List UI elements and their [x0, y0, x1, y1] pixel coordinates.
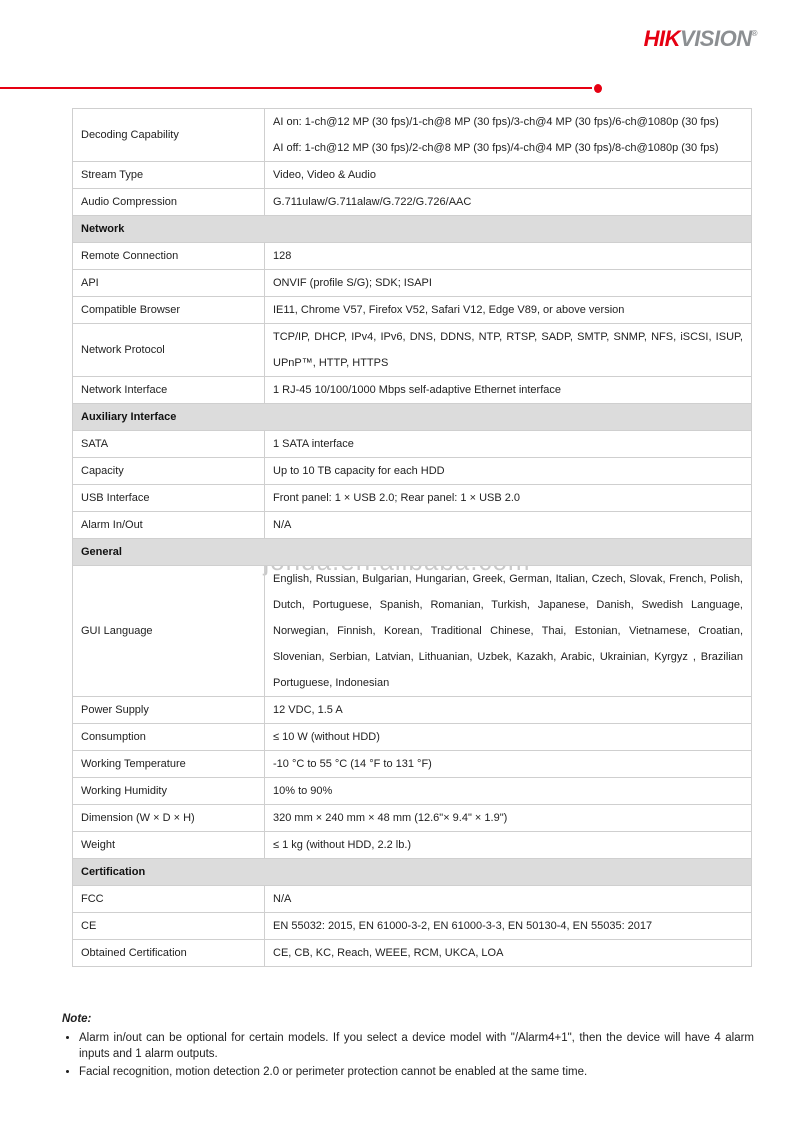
- spec-row: [73, 485, 752, 512]
- spec-value-text: 10% to 90%: [273, 785, 333, 797]
- spec-label: Stream Type: [73, 162, 265, 189]
- spec-value-text: N/A: [273, 893, 292, 905]
- spec-value: [265, 512, 752, 539]
- spec-row: [73, 243, 752, 270]
- spec-value: [265, 458, 752, 485]
- hikvision-logo: [644, 26, 757, 52]
- spec-value-text: TCP/IP, DHCP, IPv4, IPv6, DNS, DDNS, NTP, RTSP, SADP, SMTP, SNMP, NFS, iSCSI, ISUP, UPnP™, HTTP, HTTPS: [273, 331, 743, 369]
- section-row: [73, 859, 752, 886]
- spec-label: Obtained Certification: [73, 940, 265, 967]
- spec-label: CE: [73, 913, 265, 940]
- logo-vision-text: VISION: [680, 26, 752, 51]
- spec-value: [265, 751, 752, 778]
- spec-row: [73, 458, 752, 485]
- spec-label: Weight: [73, 832, 265, 859]
- spec-label: USB Interface: [73, 485, 265, 512]
- spec-row: [73, 377, 752, 404]
- spec-value-text: English, Russian, Bulgarian, Hungarian, Greek, German, Italian, Czech, Slovak, French, Polish, Dutch, Portuguese, Spanish, Romanian, Turkish, Japanese, Danish, Swedish Language, Norwegian, Finnish, Korean, Traditional Chinese, Thai, Estonian, Vietnamese, Croatian, Slovenian, Serbian, Latvian, Lithuanian, Uzbek, Kazakh, Arabic, Ukrainian, Kyrgyz , Brazilian Portuguese, Indonesian: [273, 573, 743, 689]
- spec-row: [73, 805, 752, 832]
- spec-value-text: ≤ 1 kg (without HDD, 2.2 lb.): [273, 839, 412, 851]
- spec-label: Alarm In/Out: [73, 512, 265, 539]
- spec-value-text: AI on: 1-ch@12 MP (30 fps)/1-ch@8 MP (30 fps)/3-ch@4 MP (30 fps)/6-ch@1080p (30 fps): [273, 116, 719, 128]
- spec-value-text: Video, Video & Audio: [273, 169, 376, 181]
- spec-row: [73, 566, 752, 697]
- spec-value-text: ≤ 10 W (without HDD): [273, 731, 380, 743]
- spec-value-text: Up to 10 TB capacity for each HDD: [273, 465, 445, 477]
- spec-label: GUI Language: [73, 566, 265, 697]
- header-divider-dot: [594, 84, 602, 93]
- spec-value: [265, 109, 752, 162]
- spec-label: FCC: [73, 886, 265, 913]
- spec-table: [72, 108, 752, 967]
- note-title: Note:: [62, 1013, 92, 1025]
- spec-label: Power Supply: [73, 697, 265, 724]
- spec-row: [73, 324, 752, 377]
- spec-row: [73, 751, 752, 778]
- spec-value: [265, 886, 752, 913]
- spec-label: Network Interface: [73, 377, 265, 404]
- spec-row: [73, 162, 752, 189]
- spec-label: Remote Connection: [73, 243, 265, 270]
- spec-row: [73, 913, 752, 940]
- spec-value: [265, 697, 752, 724]
- spec-row: [73, 512, 752, 539]
- spec-label: Network Protocol: [73, 324, 265, 377]
- note-bullet: • Facial recognition, motion detection 2.0 or perimeter protection cannot be enabled at the same time.: [79, 1064, 754, 1080]
- spec-value-text: 128: [273, 250, 292, 262]
- note-bullet: • Alarm in/out can be optional for certain models. If you select a device model with "/Alarm4+1", then the device will have 4 alarm inputs and 1 alarm outputs.: [79, 1030, 754, 1062]
- spec-label: Working Temperature: [73, 751, 265, 778]
- logo-hik-text: HIK: [643, 26, 681, 51]
- note-section: [62, 1011, 754, 1082]
- spec-row: [73, 270, 752, 297]
- spec-value: [265, 485, 752, 512]
- spec-value: [265, 805, 752, 832]
- spec-label: SATA: [73, 431, 265, 458]
- spec-label: Dimension (W × D × H): [73, 805, 265, 832]
- section-header: Auxiliary Interface: [73, 404, 752, 431]
- spec-label: Decoding Capability: [73, 109, 265, 162]
- spec-value-text: Front panel: 1 × USB 2.0; Rear panel: 1 × USB 2.0: [273, 492, 521, 504]
- spec-label: Consumption: [73, 724, 265, 751]
- spec-value: [265, 778, 752, 805]
- section-row: [73, 404, 752, 431]
- spec-row: [73, 724, 752, 751]
- spec-label: Capacity: [73, 458, 265, 485]
- spec-value: [265, 377, 752, 404]
- spec-row: [73, 832, 752, 859]
- spec-value: [265, 189, 752, 216]
- spec-value: [265, 940, 752, 967]
- note-list: [62, 1030, 754, 1080]
- spec-value: [265, 913, 752, 940]
- spec-row: [73, 189, 752, 216]
- spec-value-text: CE, CB, KC, Reach, WEEE, RCM, UKCA, LOA: [273, 947, 504, 959]
- spec-row: [73, 778, 752, 805]
- spec-value-text: N/A: [273, 519, 292, 531]
- spec-row: [73, 940, 752, 967]
- section-header: Network: [73, 216, 752, 243]
- spec-value: [265, 270, 752, 297]
- spec-label: API: [73, 270, 265, 297]
- spec-value: [265, 832, 752, 859]
- section-row: [73, 539, 752, 566]
- spec-value: [265, 724, 752, 751]
- spec-label: Working Humidity: [73, 778, 265, 805]
- spec-value: [265, 324, 752, 377]
- spec-row: [73, 297, 752, 324]
- spec-row: [73, 886, 752, 913]
- registered-trademark-icon: ®: [751, 29, 757, 38]
- spec-value-text: 12 VDC, 1.5 A: [273, 704, 343, 716]
- spec-value: [265, 243, 752, 270]
- spec-value-text: AI off: 1-ch@12 MP (30 fps)/2-ch@8 MP (30 fps)/4-ch@4 MP (30 fps)/8-ch@1080p (30 fps): [273, 142, 719, 154]
- section-header: General: [73, 539, 752, 566]
- spec-row: [73, 109, 752, 162]
- spec-table-body: [73, 109, 752, 967]
- spec-value: [265, 431, 752, 458]
- spec-row: [73, 431, 752, 458]
- section-row: [73, 216, 752, 243]
- spec-value-text: -10 °C to 55 °C (14 °F to 131 °F): [273, 758, 432, 770]
- spec-label: Compatible Browser: [73, 297, 265, 324]
- spec-value: [265, 566, 752, 697]
- spec-row: [73, 697, 752, 724]
- spec-value-text: 320 mm × 240 mm × 48 mm (12.6"× 9.4" × 1.9"): [273, 812, 508, 824]
- spec-value-text: EN 55032: 2015, EN 61000-3-2, EN 61000-3-3, EN 50130-4, EN 55035: 2017: [273, 920, 653, 932]
- spec-value-text: 1 SATA interface: [273, 438, 354, 450]
- spec-value-text: ONVIF (profile S/G); SDK; ISAPI: [273, 277, 432, 289]
- header-divider-line: [0, 87, 592, 89]
- spec-value-text: G.711ulaw/G.711alaw/G.722/G.726/AAC: [273, 196, 472, 208]
- spec-value-text: IE11, Chrome V57, Firefox V52, Safari V12, Edge V89, or above version: [273, 304, 625, 316]
- spec-label: Audio Compression: [73, 189, 265, 216]
- spec-value: [265, 162, 752, 189]
- spec-value: [265, 297, 752, 324]
- section-header: Certification: [73, 859, 752, 886]
- spec-value-text: 1 RJ-45 10/100/1000 Mbps self-adaptive Ethernet interface: [273, 384, 562, 396]
